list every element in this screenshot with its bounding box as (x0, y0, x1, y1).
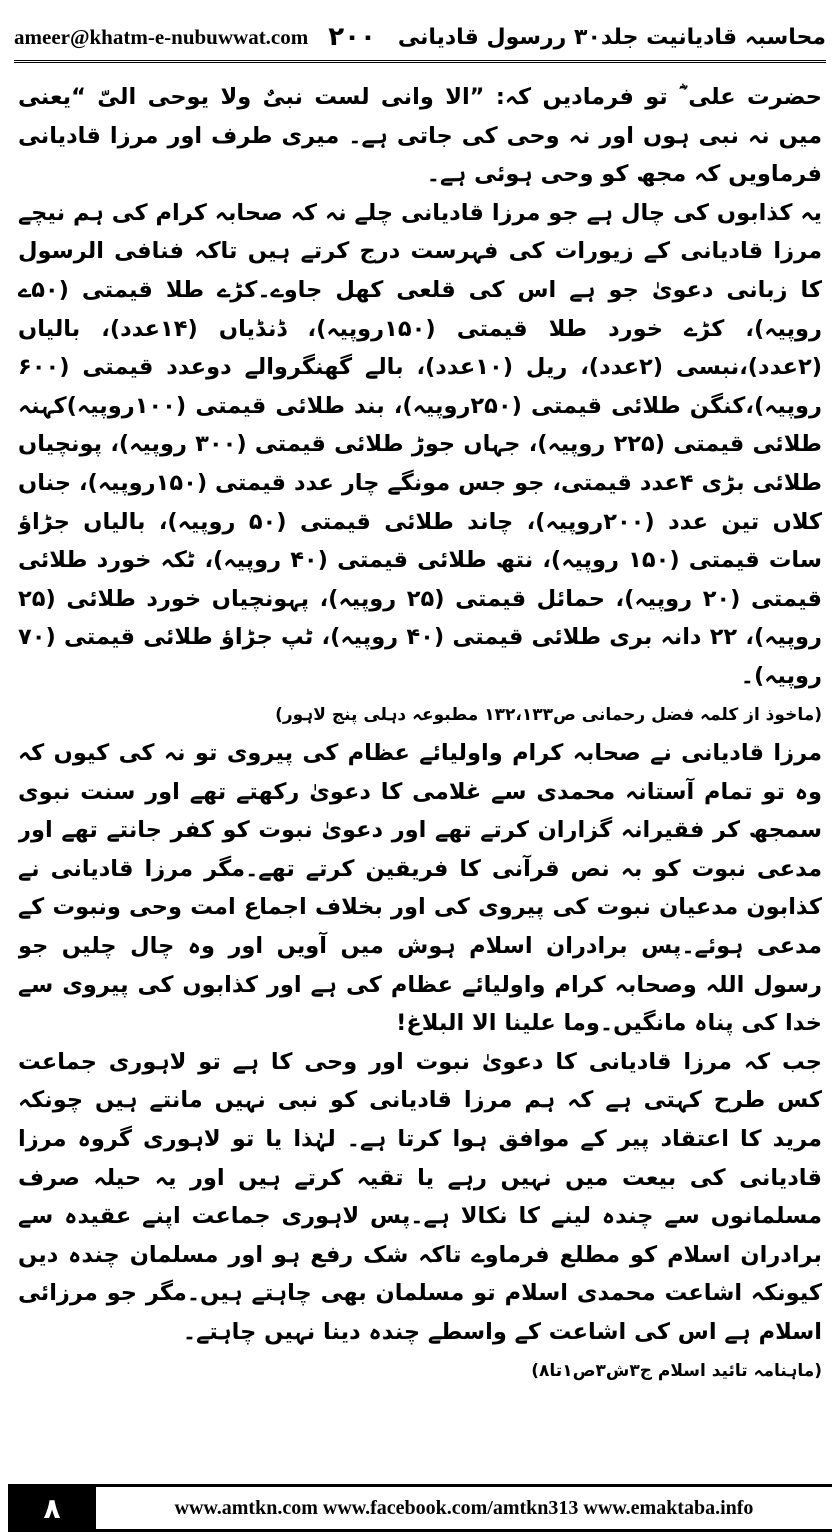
page-footer (8, 1484, 832, 1532)
header-page-number: ۲۰۰ (328, 22, 376, 52)
page-body (18, 78, 822, 1468)
citation-2: (ماہنامہ تائید اسلام ج۳ش۳ص۱تا۸) (531, 1360, 822, 1381)
citation-1: (ماخوذ از کلمہ فضل رحمانی ص۱۳۲،۱۳۳ مطبوعہ دہلی پنج لاہور) (275, 704, 822, 725)
paragraph-1: حضرت علی ؓ تو فرمادیں کہ: ”الا وانی لست نبیٌ ولا یوحی الیّ “یعنی میں نہ نبی ہوں اور نہ وحی کی جاتی ہے۔ میری طرف اور مرزا قادیانی فرماویں کہ مجھ کو وحی ہوئی ہے۔ (18, 84, 822, 188)
header-left (14, 22, 376, 52)
paragraph-2: یہ کذابوں کی چال ہے جو مرزا قادیانی چلے نہ کہ صحابہ کرام کی ہم نیچے مرزا قادیانی کے زیورات کی فہرست درج کرتے ہیں تاکہ فنافی الرسول کا زبانی دعویٰ جو ہے اس کی قلعی کھل جاوے۔کڑے طلا قیمتی (۵۰ے روپیہ)، کڑے خورد طلا قیمتی (۱۵۰روپیہ)، ڈنڈیاں (۱۴عدد)، بالیاں (۲عدد)،نبسی (۲عدد)، ریل (۱۰عدد)، بالے گھنگروالے دوعدد قیمتی (۶۰۰ روپیہ)،کنگن طلائی قیمتی (۲۵۰روپیہ)، بند طلائی قیمتی (۱۰۰روپیہ)کہنہ طلائی قیمتی (۲۲۵ روپیہ)، جہاں جوڑ طلائی قیمتی (۳۰۰ روپیہ)، پونچیاں طلائی بڑی ۴عدد قیمتی، جو جس مونگے چار عدد قیمتی (۱۵۰روپیہ)، جناں کلاں تین عدد (۲۰۰روپیہ)، چاند طلائی قیمتی (۵۰ روپیہ)، بالیاں جڑاؤ سات قیمتی (۱۵۰ روپیہ)، نتھ طلائی قیمتی (۴۰ روپیہ)، ٹکہ خورد طلائی قیمتی (۲۰ روپیہ)، حمائل قیمتی (۲۵ روپیہ)، پہونچیاں خورد طلائی (۲۵ روپیہ)، ۲۲ دانہ بری طلائی قیمتی (۴۰ روپیہ)، ٹپ جڑاؤ طلائی قیمتی (۷۰ روپیہ)۔ (18, 199, 822, 689)
header-email[interactable]: ameer@khatm-e-nubuwwat.com (14, 24, 309, 49)
header-book-title: محاسبہ قادیانیت جلد۳۰ ررسول قادیانی (397, 24, 826, 50)
footer-page-marker: ۸ (8, 1484, 96, 1532)
footer-links[interactable]: www.amtkn.com www.facebook.com/amtkn313 www.emaktaba.info (96, 1484, 832, 1532)
paragraph-3: مرزا قادیانی نے صحابہ کرام واولیائے عظام کی پیروی تو نہ کی کیوں کہ وہ تو تمام آستانہ محمدی سے غلامی کا دعویٰ رکھتے تھے اور سنت نبوی سمجھ کر فقیرانہ گزاران کرتے تھے اور دعویٰ نبوت کو کفر جانتے تھے اور مدعی نبوت کو بہ نص قرآنی کا فریقین کرتے تھے۔مگر مرزا قادیانی نے کذابون مدعیان نبوت کی پیروی کی اور بخلاف اجماع امت وحی ونبوت کے مدعی ہوئے۔پس برادران اسلام ہوش میں آویں اور وہ چال چلیں جو رسول اللہ وصحابہ کرام واولیائے عظام کی ہے اور کذابوں کی پیروی سے خدا کی پناہ مانگیں۔وما علینا الا البلاغ! (18, 740, 822, 1037)
page-header (14, 14, 826, 63)
paragraph-4: جب کہ مرزا قادیانی کا دعویٰ نبوت اور وحی کا ہے تو لاہوری جماعت کس طرح کہتی ہے کہ ہم مرزا قادیانی کو نبی نہیں مانتے ہیں چونکہ مرید کا اعتقاد پیر کے موافق ہوا کرتا ہے۔ لہٰذا یا تو لاہوری گروہ مرزا قادیانی کی بیعت میں نہیں رہے یا تقیہ کرتے ہیں اور یہ حیلہ صرف مسلمانوں سے چندہ لینے کا نکالا ہے۔پس لاہوری جماعت اپنے عقیدہ سے برادران اسلام کو مطلع فرماوے تاکہ شک رفع ہو اور مسلمان چندہ دیں کیونکہ اشاعت محمدی اسلام تو مسلمان بھی چاہتے ہیں۔مگر جو مرزائی اسلام ہے اس کی اشاعت کے واسطے چندہ دینا نہیں چاہتے۔ (18, 1048, 822, 1345)
